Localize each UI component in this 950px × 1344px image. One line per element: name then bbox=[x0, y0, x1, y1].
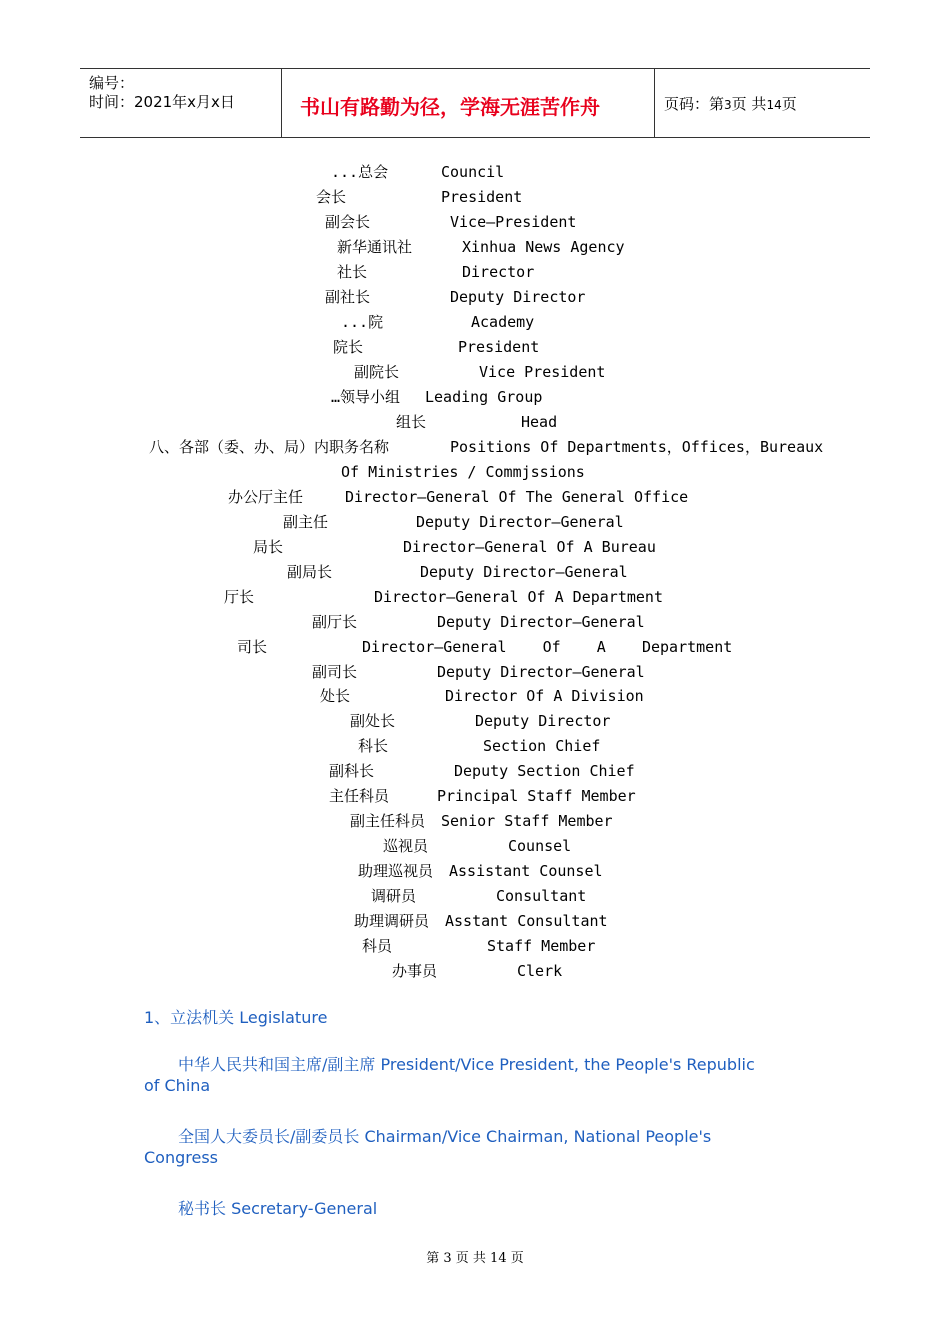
term-cn: ...院 bbox=[341, 313, 384, 331]
term-cn: 副院长 bbox=[354, 363, 400, 381]
time-label: 时间：2021年x月x日 bbox=[89, 93, 235, 111]
term-cn: 处长 bbox=[320, 687, 351, 705]
term-en: Positions Of Departments，Offices，Bureaux bbox=[450, 438, 824, 456]
term-cn: 局长 bbox=[253, 538, 284, 556]
term-en: Section Chief bbox=[483, 737, 601, 755]
term-cn: 司长 bbox=[237, 638, 268, 656]
term-row bbox=[383, 837, 572, 855]
term-en: Asstant Consultant bbox=[445, 912, 608, 930]
term-cn: 副主任 bbox=[283, 513, 329, 531]
term-en: President bbox=[441, 188, 523, 206]
motto: 书山有路勤为径，学海无涯苦作舟 bbox=[300, 95, 600, 119]
term-row bbox=[358, 737, 601, 755]
term-row bbox=[283, 513, 624, 531]
term-en: Director—General Of A Bureau bbox=[403, 538, 656, 556]
term-cn: ...总会 bbox=[331, 163, 389, 181]
term-cn: …领导小组 bbox=[331, 388, 401, 406]
term-en: Vice President bbox=[479, 363, 606, 381]
term-row bbox=[237, 638, 733, 656]
term-en: Senior Staff Member bbox=[441, 812, 613, 830]
term-cn: 社长 bbox=[337, 263, 368, 281]
term-row bbox=[312, 663, 645, 681]
term-row bbox=[325, 288, 586, 306]
term-row bbox=[287, 563, 628, 581]
term-row bbox=[354, 912, 608, 930]
term-cn: 会长 bbox=[316, 188, 347, 206]
term-row bbox=[341, 313, 535, 331]
term-cn: 八、各部（委、办、局）内职务名称 bbox=[149, 438, 390, 456]
term-cn: 科长 bbox=[358, 737, 389, 755]
term-row bbox=[325, 213, 577, 231]
term-row bbox=[333, 338, 540, 356]
term-cn: 调研员 bbox=[371, 887, 417, 905]
term-en: Director Of A Division bbox=[445, 687, 644, 705]
paragraph-president-line1: 中华人民共和国主席/副主席 President/Vice President, the People's Republic bbox=[178, 1055, 755, 1074]
term-row bbox=[392, 962, 563, 980]
term-en: Counsel bbox=[508, 837, 572, 855]
page-mid: 页 共 bbox=[731, 95, 767, 113]
term-row bbox=[329, 762, 635, 780]
term-row bbox=[350, 712, 611, 730]
term-row bbox=[396, 413, 558, 431]
term-en: Director—General Of A Department bbox=[362, 638, 733, 656]
header-page-info bbox=[664, 93, 797, 114]
term-cn: 副厅长 bbox=[312, 613, 358, 631]
header-motto-cell bbox=[281, 69, 655, 137]
section-title: 1、立法机关 Legislature bbox=[144, 1008, 328, 1027]
term-cn: 科员 bbox=[362, 937, 393, 955]
term-cn: 助理调研员 bbox=[354, 912, 430, 930]
term-cn: 组长 bbox=[396, 413, 427, 431]
page-suffix: 页 bbox=[781, 95, 797, 113]
number-label: 编号： bbox=[89, 74, 135, 92]
term-row bbox=[371, 887, 587, 905]
page-header bbox=[80, 68, 870, 138]
term-cn: 院长 bbox=[333, 338, 364, 356]
term-cn: 副主任科员 bbox=[350, 812, 426, 830]
term-en: Council bbox=[441, 163, 505, 181]
term-row bbox=[329, 787, 636, 805]
page-current: 3 bbox=[724, 98, 732, 112]
term-cn: 办公厅主任 bbox=[228, 488, 304, 506]
term-en: Clerk bbox=[517, 962, 563, 980]
page-prefix: 页码：第 bbox=[664, 95, 725, 113]
paragraph-npc-line1: 全国人大委员长/副委员长 Chairman/Vice Chairman, National People's bbox=[178, 1127, 712, 1146]
term-en: Deputy Director bbox=[450, 288, 586, 306]
term-en: Consultant bbox=[496, 887, 587, 905]
term-en: Deputy Director—General bbox=[437, 613, 645, 631]
term-en: Vice—President bbox=[450, 213, 577, 231]
section-heading-row bbox=[149, 438, 824, 456]
term-en: Deputy Director—General bbox=[437, 663, 645, 681]
term-row bbox=[362, 937, 596, 955]
header-meta-cell bbox=[80, 69, 282, 137]
term-en: Deputy Director bbox=[475, 712, 611, 730]
term-en: Of Ministries / Commjssions bbox=[341, 463, 585, 481]
term-cn: 副会长 bbox=[325, 213, 371, 231]
term-row bbox=[337, 263, 535, 281]
term-cn: 副社长 bbox=[325, 288, 371, 306]
term-row bbox=[253, 538, 656, 556]
term-row bbox=[331, 163, 505, 181]
term-cn: 副局长 bbox=[287, 563, 333, 581]
page-total: 14 bbox=[766, 98, 782, 112]
term-en: Deputy Director—General bbox=[416, 513, 624, 531]
term-cn: 厅长 bbox=[224, 588, 255, 606]
term-cn: 助理巡视员 bbox=[358, 862, 434, 880]
term-en: Xinhua News Agency bbox=[462, 238, 625, 256]
term-en: Head bbox=[521, 413, 558, 431]
term-cn: 副司长 bbox=[312, 663, 358, 681]
paragraph-secretary-general: 秘书长 Secretary-General bbox=[178, 1199, 378, 1218]
term-en: Principal Staff Member bbox=[437, 787, 636, 805]
term-row bbox=[337, 238, 625, 256]
term-cn: 副处长 bbox=[350, 712, 396, 730]
term-cn: 巡视员 bbox=[383, 837, 429, 855]
term-row bbox=[354, 363, 606, 381]
term-en: Director—General Of The General Office bbox=[345, 488, 689, 506]
term-en: Director—General Of A Department bbox=[374, 588, 663, 606]
paragraph-npc-line2: Congress bbox=[144, 1148, 218, 1167]
term-row bbox=[228, 488, 689, 506]
term-row bbox=[224, 588, 663, 606]
page-footer: 第 3 页 共 14 页 bbox=[426, 1251, 524, 1266]
term-cn: 主任科员 bbox=[329, 787, 390, 805]
term-row bbox=[312, 613, 645, 631]
term-row bbox=[358, 862, 603, 880]
term-en: Director bbox=[462, 263, 535, 281]
term-en: Staff Member bbox=[487, 937, 596, 955]
term-en: Assistant Counsel bbox=[449, 862, 603, 880]
paragraph-president-line2: of China bbox=[144, 1076, 211, 1095]
term-row bbox=[320, 687, 644, 705]
term-row bbox=[350, 812, 613, 830]
term-row bbox=[316, 188, 523, 206]
term-cn: 新华通讯社 bbox=[337, 238, 413, 256]
term-en: Deputy Section Chief bbox=[454, 762, 635, 780]
term-cn: 办事员 bbox=[392, 962, 438, 980]
term-en: President bbox=[458, 338, 540, 356]
term-en: Deputy Director—General bbox=[420, 563, 628, 581]
term-en: Leading Group bbox=[425, 388, 543, 406]
term-cn: 副科长 bbox=[329, 762, 375, 780]
term-row bbox=[331, 388, 543, 406]
term-en: Academy bbox=[471, 313, 535, 331]
